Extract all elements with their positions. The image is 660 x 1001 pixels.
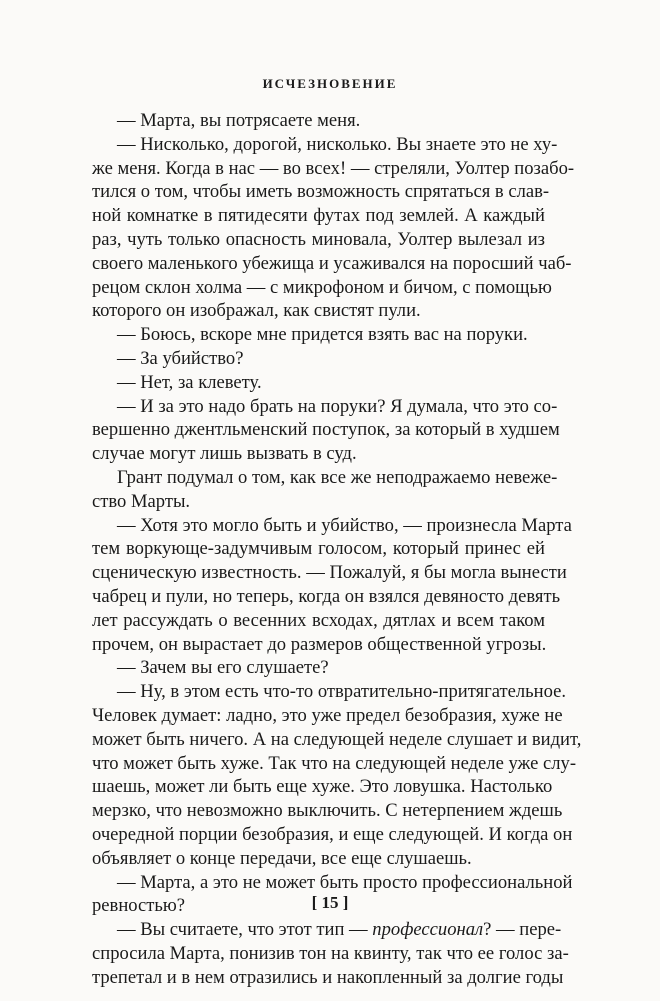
text-segment: ? — пере- (483, 919, 562, 941)
text-line: очередной порции безобразия, и еще следующей. И когда он (92, 823, 573, 845)
text-line: которого он изображал, как свистят пули. (92, 300, 421, 322)
text-line: — За убийство? (117, 347, 244, 369)
text-line: может быть ничего. А на следующей неделе слушает и видит, (92, 728, 582, 750)
text-line: мерзко, что невозможно выключить. С нетерпением ждешь (92, 800, 563, 822)
text-line: ной комнатке в пятидесяти футах под землей. А каждый (92, 205, 545, 227)
text-line: Человек думает: ладно, это уже предел безобразия, хуже не (92, 704, 563, 726)
running-head: ИСЧЕЗНОВЕНИЕ (262, 76, 398, 91)
text-line: вершенно джентльменский поступок, за который в худшем (92, 419, 560, 441)
text-line: прочем, он вырастает до размеров общественной угрозы. (92, 633, 547, 655)
text-line: ревностью? (92, 895, 186, 917)
text-line: — И за это надо брать на поруки? Я думала, что это со- (117, 395, 558, 417)
text-line (92, 918, 562, 942)
italic-word: профессионал (372, 919, 484, 941)
text-line: — Ну, в этом есть что-то отвратительно-притягательное. (117, 681, 567, 703)
text-line: рецом склон холма — с микрофоном и бичом, с помощью (92, 276, 552, 298)
text-line: объявляет о конце передачи, все еще слушаешь. (92, 847, 472, 869)
text-line: случае могут лишь вызвать в суд. (92, 443, 357, 465)
text-line: трепетал и в нем отразились и накопленный за долгие годы (92, 966, 564, 988)
text-line: — Марта, а это не может быть просто профессиональной (117, 871, 573, 893)
text-line: — Боюсь, вскоре мне придется взять вас на поруки. (117, 324, 528, 346)
page-number: [ 15 ] (311, 893, 349, 912)
text-line: чабрец и пули, но теперь, когда он взялся девяносто девять (92, 585, 561, 607)
text-line: тем воркующе-задумчивым голосом, который принес ей (92, 538, 545, 560)
text-line: — Зачем вы его слушаете? (117, 657, 329, 679)
text-line: — Марта, вы потрясаете меня. (117, 110, 361, 131)
text-line: Грант подумал о том, как все же неподражаемо невеже- (117, 466, 558, 488)
text-line: тился о том, чтобы иметь возможность спрятаться в слав- (92, 181, 550, 203)
text-line: спросила Марта, понизив тон на квинту, так что ее голос за- (92, 942, 569, 964)
text-line: же меня. Когда в нас — во всех! — стреляли, Уолтер позабо- (92, 157, 575, 179)
text-line: раз, чуть только опасность миновала, Уолтер вылезал из (92, 228, 545, 250)
text-line: лет рассуждать о весенних всходах, дятлах и всем таком (92, 609, 545, 631)
text-line: шаешь, может ли быть еще хуже. Это ловушка. Настолько (92, 776, 553, 798)
text-line: — Нет, за клевету. (117, 371, 262, 393)
text-line: — Нисколько, дорогой, нисколько. Вы знаете это не ху- (117, 133, 558, 155)
text-line: сценическую известность. — Пожалуй, я бы могла вынести (92, 562, 567, 584)
text-line: что может быть хуже. Так что на следующей неделе уже слу- (92, 752, 577, 774)
text-segment: — Вы считаете, что этот тип — (117, 919, 373, 941)
text-line: ство Марты. (92, 490, 191, 512)
body-text (92, 109, 582, 989)
text-line: своего маленького убежища и усаживался на поросший чаб- (92, 252, 572, 274)
text-line: — Хотя это могло быть и убийство, — произнесла Марта (117, 514, 572, 536)
